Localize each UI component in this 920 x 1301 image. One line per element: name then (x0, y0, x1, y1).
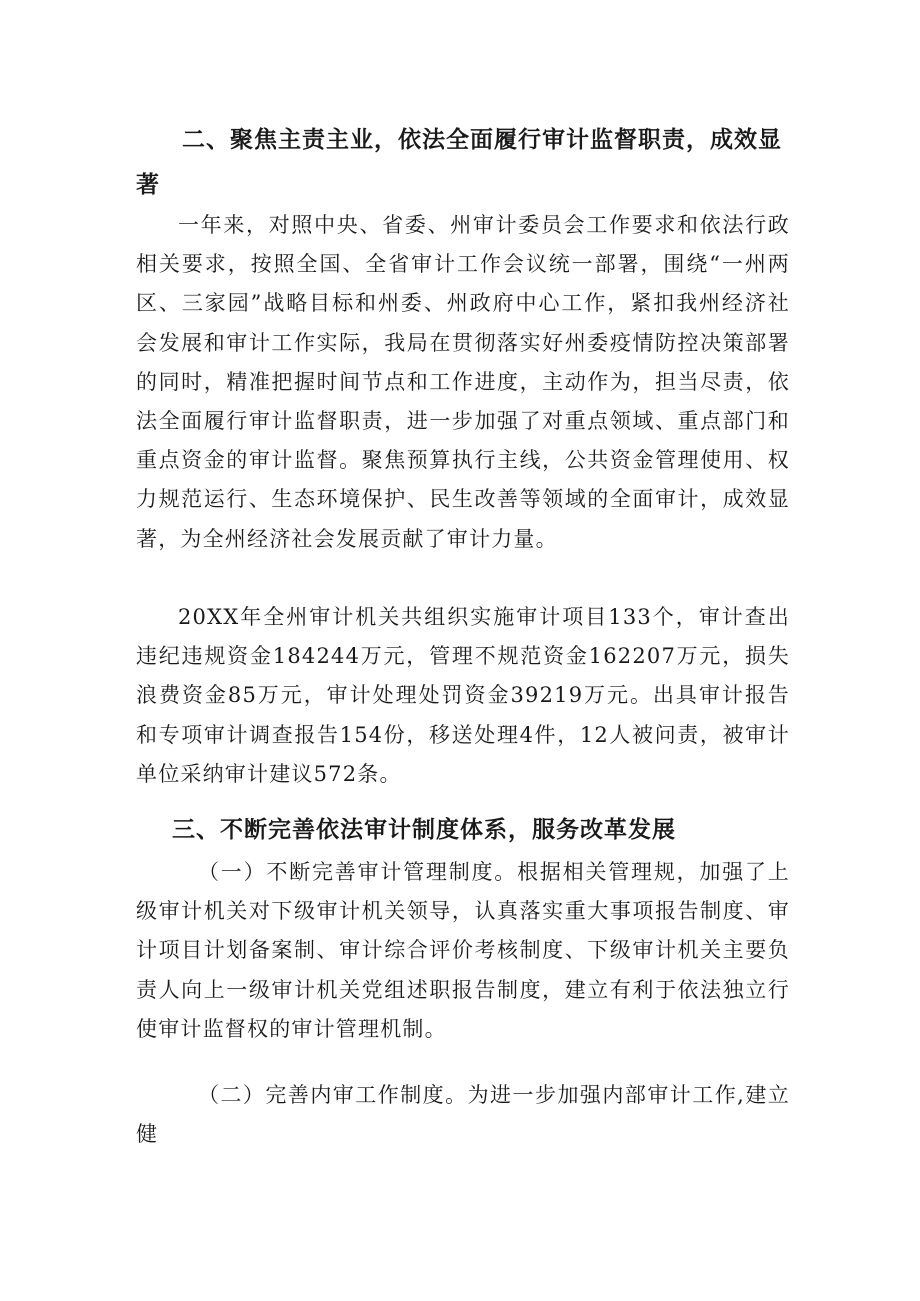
section-three-heading: 三、不断完善依法审计制度体系，服务改革发展 (172, 817, 676, 843)
section-three-paragraph-internal-audit: （二）完善内审工作制度。为进一步加强内部审计工作,建立健 (136, 1083, 790, 1147)
section-two-paragraph-statistics: 20XX年全州审计机关共组织实施审计项目133个，审计查出违纪违规资金184244万元，管理不规范资金162207万元，损失浪费资金85万元，审计处理处罚资金39219万元。出具审计报告和专项审计调查报告154份，移送处理4件，12人被问责，被审计单位采纳审计建议572条。 (136, 605, 790, 786)
section-two-paragraph-overview: 一年来，对照中央、省委、州审计委员会工作要求和依法行政相关要求，按照全国、全省审计工作会议统一部署，围绕“一州两区、三家园”战略目标和州委、州政府中心工作，紧扣我州经济社会发展和审计工作实际，我局在贯彻落实好州委疫情防控决策部署的同时，精准把握时间节点和工作进度，主动作为，担当尽责，依法全面履行审计监督职责，进一步加强了对重点领域、重点部门和重点资金的审计监督。聚焦预算执行主线，公共资金管理使用、权力规范运行、生态环境保护、民生改善等领域的全面审计，成效显著，为全州经济社会发展贡献了审计力量。 (136, 213, 790, 551)
section-two-heading: 二、聚焦主责主业，依法全面履行审计监督职责，成效显著 (136, 127, 782, 198)
section-three-paragraph-management-system: （一）不断完善审计管理制度。根据相关管理规，加强了上级审计机关对下级审计机关领导，认真落实重大事项报告制度、审计项目计划备案制、审计综合评价考核制度、下级审计机关主要负责人向上一级审计机关党组述职报告制度，建立有利于依法独立行使审计监督权的审计管理机制。 (136, 860, 790, 1041)
